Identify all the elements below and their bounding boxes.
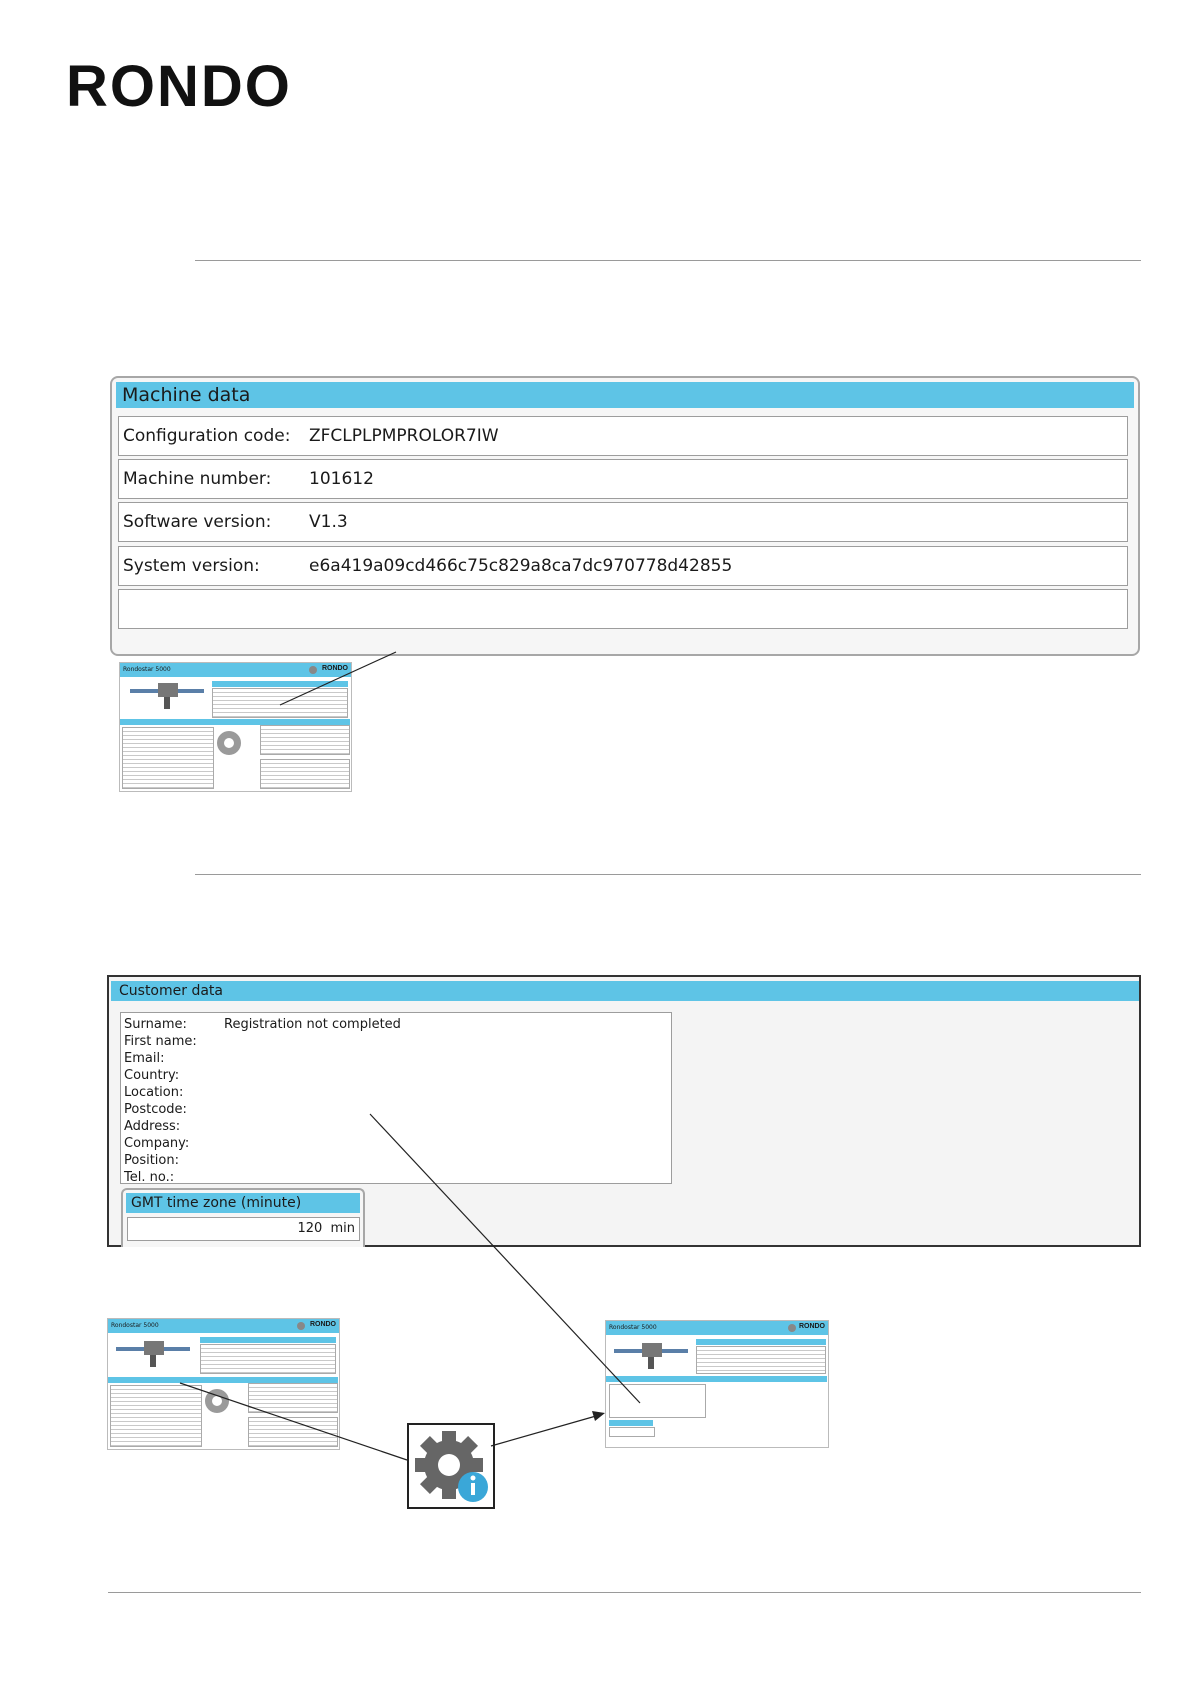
software-version-label: Software version: — [123, 512, 272, 532]
surname-value: Registration not completed — [224, 1017, 401, 1032]
system-version-label: System version: — [123, 556, 260, 576]
location-label: Location: — [124, 1085, 184, 1100]
position-label: Position: — [124, 1153, 179, 1168]
callout-line-machine-data — [280, 652, 396, 705]
software-version-value: V1.3 — [309, 512, 348, 532]
thumbnail-logo: RONDO — [321, 665, 348, 672]
thumbnail-3-logo: RONDO — [798, 1323, 825, 1330]
rondo-logo: RONDO — [66, 54, 292, 119]
thumbnail-2-title: Rondostar 5000 — [108, 1319, 339, 1333]
address-label: Address: — [124, 1119, 181, 1134]
callout-line-gear-to-info — [491, 1416, 596, 1446]
gmt-time-zone-title: GMT time zone (minute) — [126, 1193, 360, 1213]
thumbnail-title: Rondostar 5000 — [120, 663, 351, 677]
thumbnail-3-title: Rondostar 5000 — [606, 1321, 828, 1335]
callout-line-to-gear — [180, 1383, 407, 1460]
postcode-label: Postcode: — [124, 1102, 187, 1117]
company-label: Company: — [124, 1136, 190, 1151]
first-name-label: First name: — [124, 1034, 197, 1049]
configuration-code-label: Configuration code: — [123, 426, 291, 446]
machine-number-label: Machine number: — [123, 469, 272, 489]
machine-number-value: 101612 — [309, 469, 374, 489]
system-version-value: e6a419a09cd466c75c829a8ca7dc970778d42855 — [309, 556, 733, 576]
callout-line-customer-data — [370, 1114, 640, 1403]
gmt-time-zone-value: 120 — [297, 1221, 323, 1236]
arrowhead-icon — [592, 1411, 605, 1421]
gmt-time-zone-unit: min — [330, 1221, 355, 1236]
email-label: Email: — [124, 1051, 165, 1066]
thumbnail-2-logo: RONDO — [309, 1321, 336, 1328]
machine-data-title: Machine data — [116, 382, 1134, 408]
configuration-code-value: ZFCLPLPMPROLOR7IW — [309, 426, 499, 446]
surname-label: Surname: — [124, 1017, 187, 1032]
tel-no-label: Tel. no.: — [124, 1170, 175, 1185]
customer-data-title: Customer data — [111, 981, 1139, 1001]
country-label: Country: — [124, 1068, 180, 1083]
